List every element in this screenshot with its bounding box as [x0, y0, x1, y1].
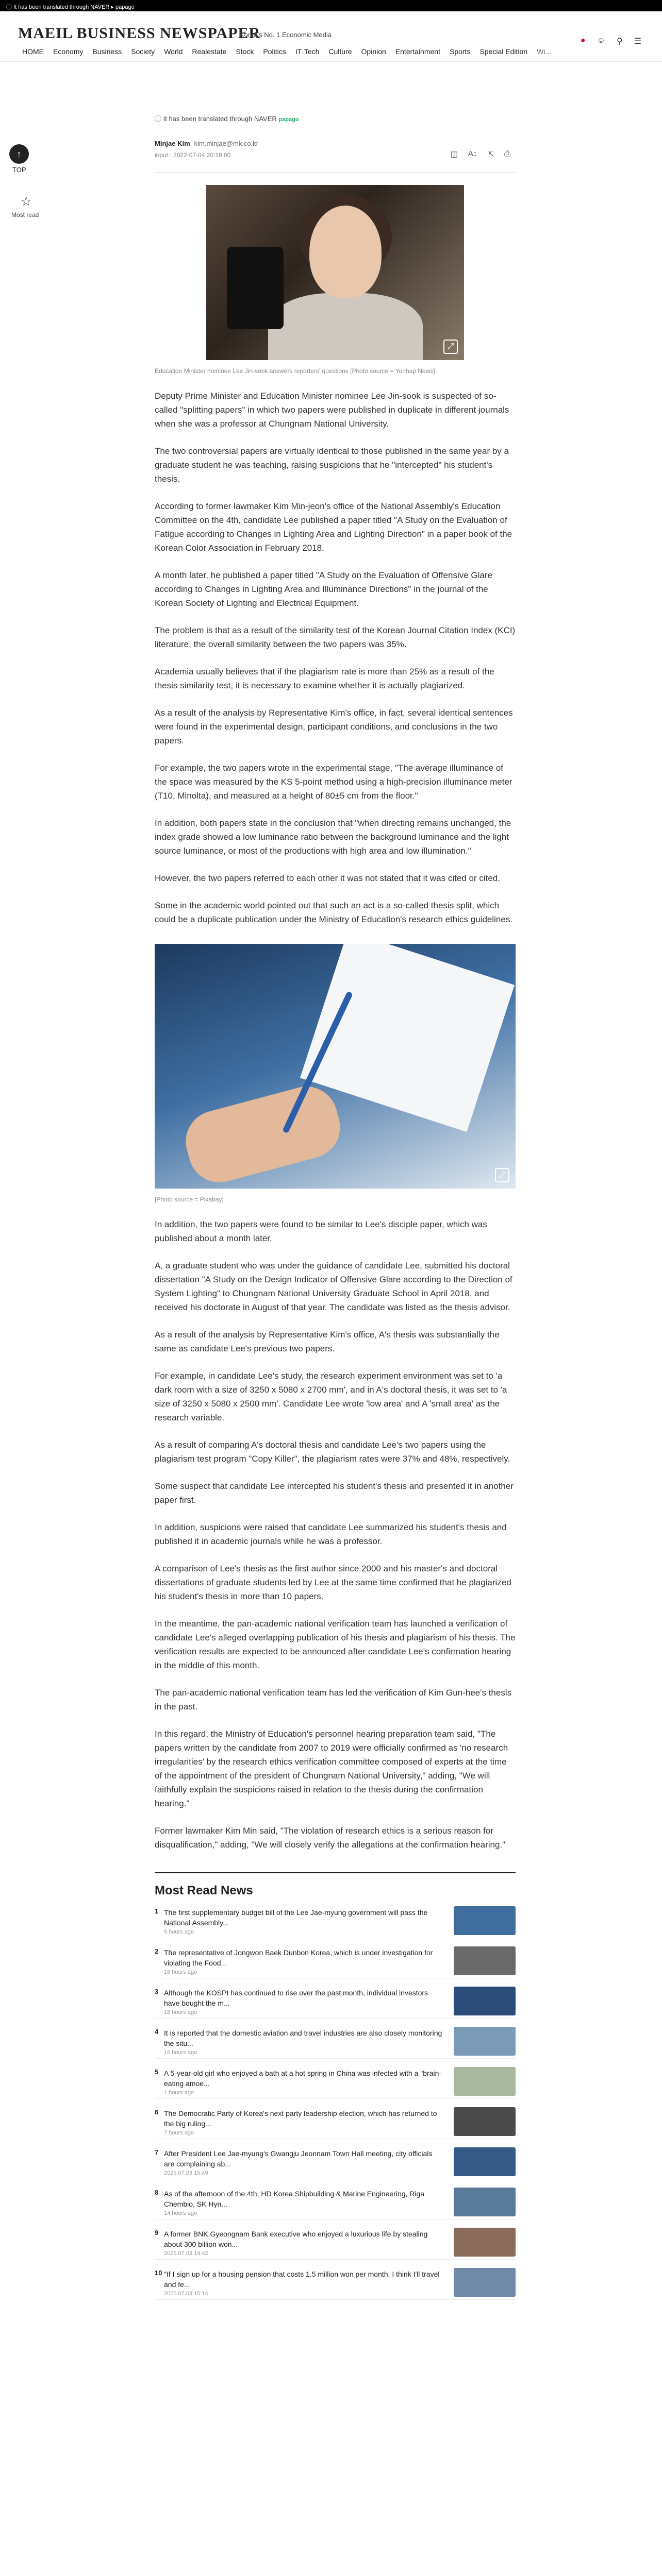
most-read-time: 2025.07.03 15:49	[164, 2170, 208, 2176]
most-read-rank: 7	[155, 2148, 159, 2156]
top-arrow-icon[interactable]: ↑	[9, 144, 29, 164]
most-read-headline[interactable]: "If I sign up for a housing pension that costs 1.5 million won per month, I think I'll travel and fe...	[164, 2270, 440, 2289]
translate-icon[interactable]: ◫	[450, 150, 458, 159]
most-read-headline[interactable]: It is reported that the domestic aviation and travel industries are also closely monitoring the situ...	[164, 2029, 442, 2047]
article-paragraph: Deputy Prime Minister and Education Minister nominee Lee Jin-sook is suspected of so-called "splitting papers" in which two papers were published in duplicate in different journals when she was a professor at Chungnam National University.	[155, 391, 509, 429]
nav-stock[interactable]: Stock	[236, 47, 254, 56]
article-paragraph: As a result of the analysis by Representative Kim's office, in fact, several identical sentences were found in the experimental design, participant conditions, and conclusions in the two papers.	[155, 708, 513, 745]
translation-note-text: ⓘ It has been translated through NAVER	[155, 115, 277, 123]
nav-home[interactable]: HOME	[22, 47, 44, 56]
article-paragraph: However, the two papers referred to each other it was not stated that it was cited or cited.	[155, 873, 500, 883]
nav-opinion[interactable]: Opinion	[361, 47, 386, 56]
most-read-time: 14 hours ago	[164, 2210, 197, 2216]
most-read-item[interactable]	[155, 2024, 516, 2059]
expand-icon[interactable]: ⤢	[443, 340, 458, 354]
most-read-rank: 1	[155, 1907, 159, 1915]
nav-entertainment[interactable]: Entertainment	[395, 47, 440, 56]
article-paragraph: Some suspect that candidate Lee intercepted his student's thesis and presented it in another paper first.	[155, 1481, 514, 1505]
article-paragraph: The pan-academic national verification team has led the verification of Kim Gun-hee's thesis in the past.	[155, 1688, 512, 1711]
share-icon[interactable]: ⇱	[487, 150, 494, 159]
article-paragraph: A comparison of Lee's thesis as the first author since 2000 and his master's and doctoral dissertations of graduate students led by Lee at the same time confirmed that he plagiarized his student's thesis in more than 10 papers.	[155, 1564, 511, 1601]
article-paragraph: Some in the academic world pointed out that such an act is a so-called thesis split, which could be a duplicate publication under the Ministry of Education's research ethics guidelines.	[155, 901, 513, 924]
most-read-rank: 5	[155, 2068, 159, 2076]
most-read-thumbnail[interactable]	[454, 2027, 516, 2056]
most-read-item[interactable]	[155, 1903, 516, 1938]
header-icons	[581, 36, 641, 46]
nav-culture[interactable]: Culture	[328, 47, 352, 56]
most-read-thumbnail[interactable]	[454, 2067, 516, 2096]
most-read-headline[interactable]: As of the afternoon of the 4th, HD Korea Shipbuilding & Marine Engineering, Riga Chembio, SK Hyn...	[164, 2190, 425, 2208]
nav-realestate[interactable]: Realestate	[192, 47, 227, 56]
top-label[interactable]: TOP	[12, 166, 26, 174]
article-paragraph: In addition, both papers state in the conclusion that "when directing remains unchanged, the index grade showed a low luminance ratio between the background luminance and the light source luminance, or most of the productions with high area and low illumination."	[155, 818, 511, 856]
most-read-time: 18 hours ago	[164, 2009, 197, 2015]
most-read-rank: 3	[155, 1988, 159, 1995]
translation-note	[155, 113, 516, 123]
nav-society[interactable]: Society	[131, 47, 155, 56]
most-read-item[interactable]	[155, 2104, 516, 2139]
most-read-rank: 4	[155, 2028, 159, 2036]
most-read-item[interactable]	[155, 2144, 516, 2179]
most-read-time: 5 hours ago	[164, 1929, 194, 1935]
article-paragraph: In addition, suspicions were raised that candidate Lee summarized his student's thesis and published it in academic journals while he was a professor.	[155, 1522, 507, 1546]
language-flag-icon[interactable]: ●	[580, 36, 586, 45]
most-read-time: 2025.07.03 15:14	[164, 2291, 208, 2297]
site-logo[interactable]: MAEIL BUSINESS NEWSPAPER	[18, 25, 261, 42]
most-read-thumbnail[interactable]	[454, 2107, 516, 2136]
most-read-thumbnail[interactable]	[454, 2147, 516, 2176]
article-paragraph: The problem is that as a result of the similarity test of the Korean Journal Citation Index (KCI) literature, the overall similarity between the two papers was 35%.	[155, 625, 516, 649]
most-read-thumbnail[interactable]	[454, 1987, 516, 2015]
most-read-thumbnail[interactable]	[454, 2228, 516, 2257]
article-paragraph: As a result of the analysis by Representative Kim's office, A's thesis was substantially the same as candidate Lee's previous two papers.	[155, 1330, 500, 1353]
photo1-caption: Education Minister nominee Lee Jin-sook answers reporters' questions [Photo source = Yonhap News]	[155, 367, 435, 375]
nav-special-edition[interactable]: Special Edition	[479, 47, 528, 56]
site-tagline: Korea's No. 1 Economic Media	[240, 31, 332, 39]
user-icon[interactable]: ☺	[597, 36, 605, 45]
most-read-rank: 9	[155, 2229, 159, 2236]
article-tools	[451, 149, 510, 159]
print-icon[interactable]: ⎙	[504, 149, 510, 158]
article-paragraph: For example, the two papers wrote in the experimental stage, "The average illuminance of the space was measured by the KS 5-point method using a high-precision illuminance meter (T10, Minolta), and measured at a height of 80±5 cm from the floor."	[155, 763, 512, 801]
most-read-headline[interactable]: The representative of Jongwon Baek Dunbon Korea, which is under investigation for violating the Food...	[164, 1948, 433, 1967]
nav-business[interactable]: Business	[92, 47, 122, 56]
most-read-headline[interactable]: The first supplementary budget bill of the Lee Jae-myung government will pass the National Assembly...	[164, 1908, 428, 1927]
article-paragraph: The two controversial papers are virtually identical to those published in the same year by a graduate student he was teaching, raising suspicions that he "intercepted" his student's thesis.	[155, 446, 509, 484]
most-read-label[interactable]: Most read	[11, 211, 39, 218]
most-read-time: 7 hours ago	[164, 2130, 194, 2136]
menu-icon[interactable]: ☰	[634, 37, 641, 46]
papago-badge: papago	[278, 116, 299, 123]
nav-more[interactable]: Wi...	[537, 47, 552, 56]
article-paragraph: In this regard, the Ministry of Education's personnel hearing preparation team said, "The papers written by the candidate from 2007 to 2019 were officially confirmed as 'no research irregularities' by the research ethics verification committee composed of experts at the time of the appointment of the president of Chungnam National University," adding, "We will faithfully explain the suspicions raised in relation to the thesis during the confirmation hearing."	[155, 1729, 508, 1808]
article-paragraph: A, a graduate student who was under the guidance of candidate Lee, submitted his doctoral dissertation "A Study on the Design Indicator of Offensive Glare according to the Direction of System Lighting" to Chungnam National University Graduate School in April 2018, and received his doctorate in August of that year. The candidate was listed as the thesis advisor.	[155, 1261, 512, 1312]
most-read-thumbnail[interactable]	[454, 1906, 516, 1935]
most-read-rank: 10	[155, 2269, 162, 2277]
most-read-title: Most Read News	[155, 1872, 516, 1898]
author-name: Minjae Kim	[155, 140, 190, 147]
search-icon[interactable]: ⚲	[616, 37, 623, 46]
nav-economy[interactable]: Economy	[53, 47, 84, 56]
article-divider	[155, 172, 516, 173]
article-paragraph: A month later, he published a paper titled "A Study on the Evaluation of Offensive Glare according to Changes in Lighting Area and Illuminance Directions" in the journal of the Korean Society of Lighting and Electrical Equipment.	[155, 570, 492, 608]
most-read-time: 1 hours ago	[164, 2090, 194, 2096]
site-header	[0, 11, 662, 46]
most-read-item[interactable]	[155, 2064, 516, 2099]
most-read-headline[interactable]: A former BNK Gyeongnam Bank executive who enjoyed a luxurious life by stealing about 300 billion won...	[164, 2230, 428, 2248]
article-paragraph: According to former lawmaker Kim Min-jeon's office of the National Assembly's Education Committee on the 4th, candidate Lee published a paper titled "A Study on the Evaluation of Fatigue according to Changes in Lighting Area and Lighting Direction" in a paper book of the Korean Color Association in February 2018.	[155, 501, 512, 553]
article	[155, 113, 516, 2300]
nav-sports[interactable]: Sports	[449, 47, 471, 56]
article-paragraph: For example, in candidate Lee's study, the research experiment environment was set to 'a dark room with a size of 3250 x 5080 x 2700 mm', and in A's doctoral thesis, it was set to 'a size of 3250 x 5080 x 2500 mm'. Candidate Lee wrote 'low area' and A 'small area' as the research variable.	[155, 1371, 507, 1422]
most-read-thumbnail[interactable]	[454, 2268, 516, 2297]
most-read-headline[interactable]: A 5-year-old girl who enjoyed a bath at a hot spring in China was infected with a "brain-eating amoe...	[164, 2069, 442, 2088]
most-read-headline[interactable]: After President Lee Jae-myung's Gwangju Jeonnam Town Hall meeting, city officials are complaining ab...	[164, 2149, 433, 2168]
article-input-time: input : 2022-07-04 20:18:00	[155, 151, 231, 159]
nav-world[interactable]: World	[164, 47, 183, 56]
most-read-thumbnail[interactable]	[454, 2188, 516, 2216]
most-read-item[interactable]	[155, 2184, 516, 2219]
translation-notice-bar: ⓘ It has been translated through NAVER ▸ papago	[0, 0, 662, 11]
expand-icon[interactable]: ⤢	[495, 1168, 509, 1182]
document-signing-photo	[155, 944, 516, 1189]
article-paragraph: Academia usually believes that if the plagiarism rate is more than 25% as a result of the thesis similarity test, it is necessary to examine whether it is actually plagiarized.	[155, 667, 494, 690]
most-read-thumbnail[interactable]	[454, 1946, 516, 1975]
most-read-time: 16 hours ago	[164, 1969, 197, 1975]
most-read-item[interactable]	[155, 2265, 516, 2300]
photo2-caption: [Photo source = Pixabay]	[155, 1196, 224, 1203]
author-line	[155, 140, 516, 147]
most-read-item[interactable]	[155, 2225, 516, 2260]
font-size-icon[interactable]: A↕	[468, 149, 477, 158]
nominee-photo	[206, 185, 464, 360]
most-read-item[interactable]	[155, 1984, 516, 2019]
most-read-time: 2025.07.03 14:42	[164, 2250, 208, 2257]
most-read-item[interactable]	[155, 1943, 516, 1978]
most-read-rank: 8	[155, 2189, 159, 2196]
star-icon[interactable]: ☆	[21, 195, 32, 209]
most-read-headline[interactable]: Although the KOSPI has continued to rise over the past month, individual investors have bought the m...	[164, 1989, 428, 2007]
article-paragraph: As a result of comparing A's doctoral thesis and candidate Lee's two papers using the plagiarism test program "Copy Killer", the plagiarism rates were 37% and 48%, respectively.	[155, 1440, 510, 1464]
most-read-list	[155, 1903, 516, 2300]
sidebar	[9, 144, 45, 218]
most-read-rank: 2	[155, 1947, 159, 1955]
article-paragraph: Former lawmaker Kim Min said, "The violation of research ethics is a serious reason for disqualification," adding, "We will closely verify the allegations at the confirmation hearing."	[155, 1826, 506, 1850]
most-read-time: 16 hours ago	[164, 2049, 197, 2056]
nav-it-tech[interactable]: IT·Tech	[295, 47, 320, 56]
most-read-rank: 6	[155, 2108, 159, 2116]
article-paragraph: In addition, the two papers were found to be similar to Lee's disciple paper, which was published about a month later.	[155, 1219, 487, 1243]
article-paragraph: In the meantime, the pan-academic national verification team has launched a verification of candidate Lee's alleged overlapping publication of his thesis and plagiarism of his thesis. The verification results are expected to be announced after candidate Lee's confirmation hearing in the middle of this month.	[155, 1619, 516, 1670]
author-email[interactable]: kim.minjae@mk.co.kr	[194, 140, 259, 147]
nav-politics[interactable]: Politics	[263, 47, 286, 56]
most-read-headline[interactable]: The Democratic Party of Korea's next party leadership election, which has returned to the big ruling...	[164, 2109, 437, 2128]
main-nav	[0, 41, 662, 62]
